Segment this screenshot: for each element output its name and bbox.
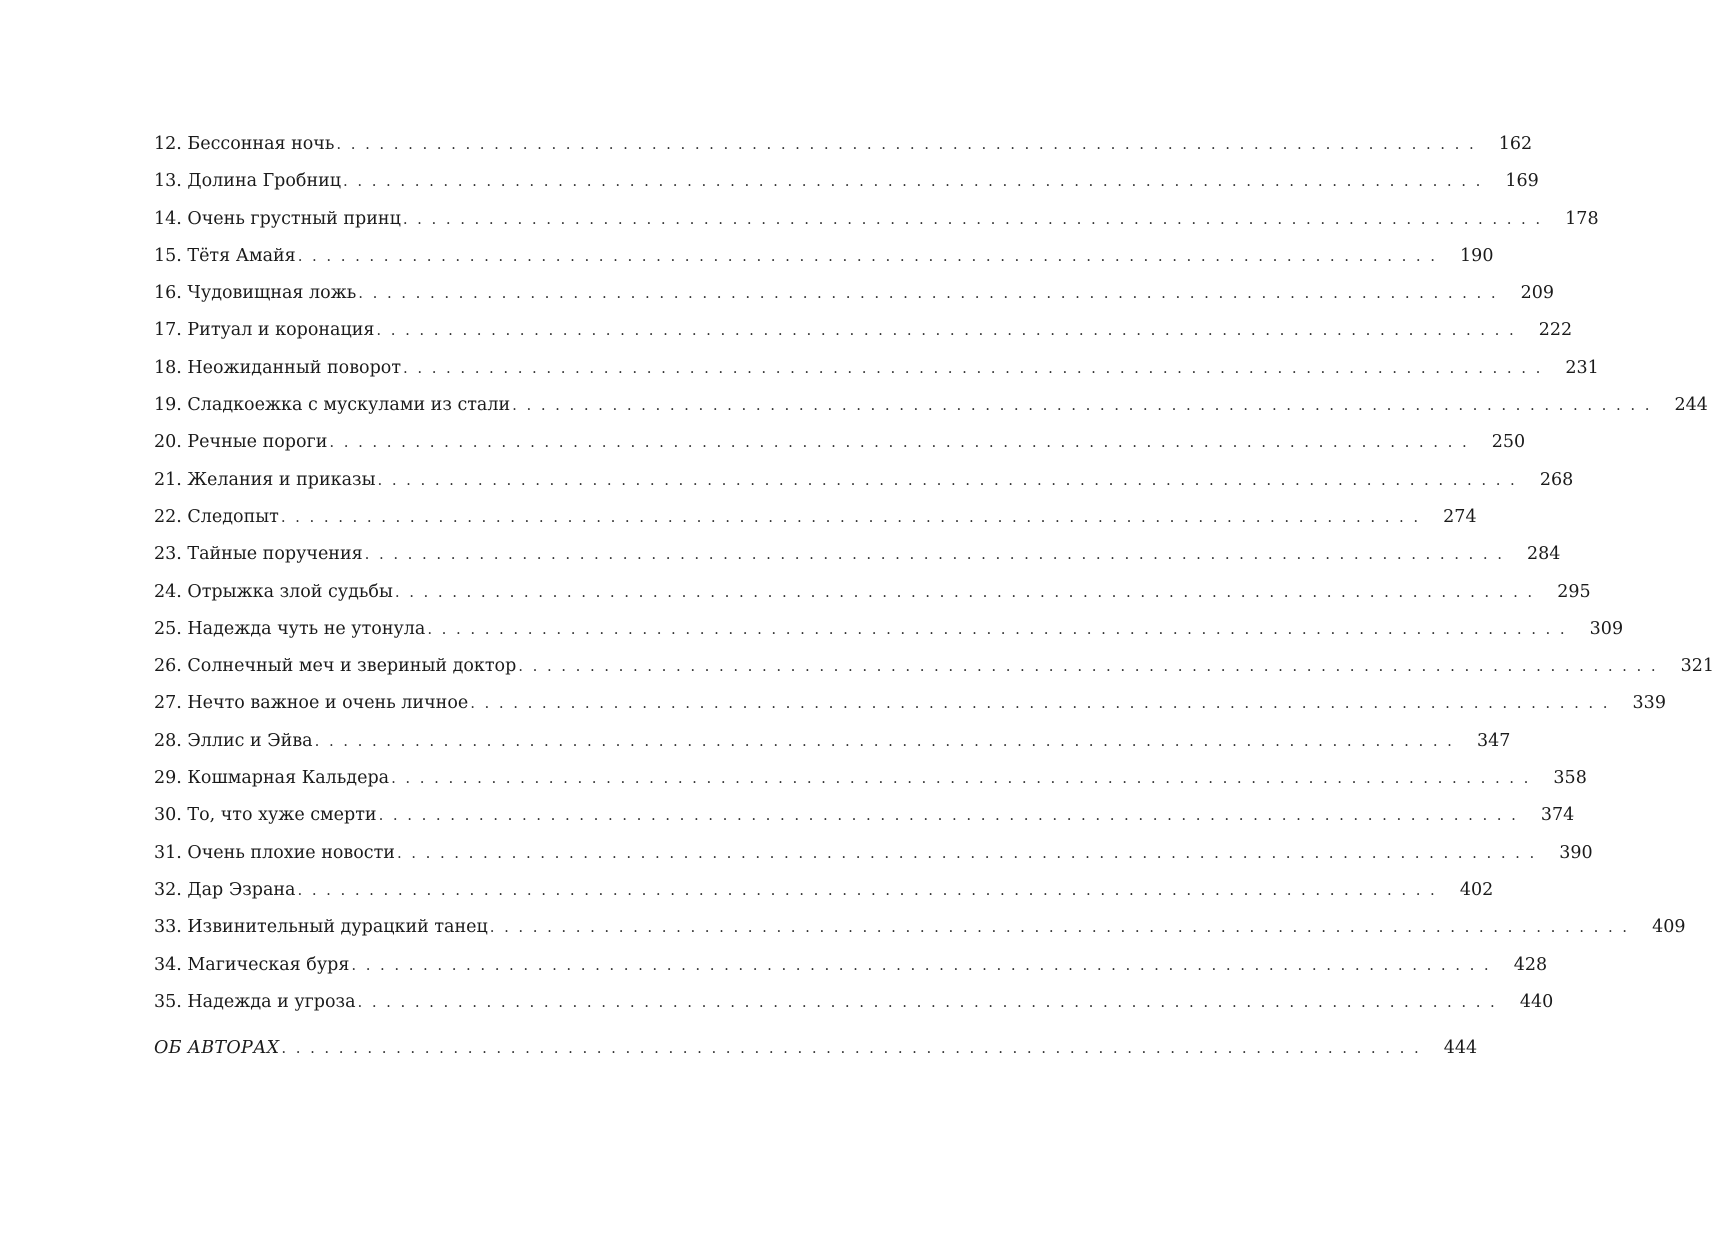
dot-leader: . . . . . . . . . . . . . . . . . . . . . . . . . . . . . . . . . . . . . . . . . . . . . . . . . . . . . . . . . . . . . . . . . . . . . . . . . . . . . . . . <box>427 619 1568 638</box>
dot-leader: . . . . . . . . . . . . . . . . . . . . . . . . . . . . . . . . . . . . . . . . . . . . . . . . . . . . . . . . . . . . . . . . . . . . . . . . . . . . . . . . <box>280 507 1421 526</box>
toc-entry-title: 23. Тайные поручения <box>154 544 363 565</box>
dot-leader: . . . . . . . . . . . . . . . . . . . . . . . . . . . . . . . . . . . . . . . . . . . . . . . . . . . . . . . . . . . . . . . . . . . . . . . . . . . . . . . . <box>357 992 1498 1011</box>
dot-leader: . . . . . . . . . . . . . . . . . . . . . . . . . . . . . . . . . . . . . . . . . . . . . . . . . . . . . . . . . . . . . . . . . . . . . . . . . . . . . . . . <box>470 694 1610 713</box>
dot-leader: . . . . . . . . . . . . . . . . . . . . . . . . . . . . . . . . . . . . . . . . . . . . . . . . . . . . . . . . . . . . . . . . . . . . . . . . . . . . . . . . <box>512 396 1652 415</box>
dot-leader: . . . . . . . . . . . . . . . . . . . . . . . . . . . . . . . . . . . . . . . . . . . . . . . . . . . . . . . . . . . . . . . . . . . . . . . . . . . . . . . . <box>329 433 1470 452</box>
toc-entry-title: 33. Извинительный дурацкий танец <box>154 917 488 938</box>
toc-entry <box>154 126 1533 163</box>
toc-entry-page-number: 162 <box>1498 134 1533 154</box>
toc-entry-page-number: 274 <box>1443 506 1477 527</box>
toc-entry-title: 22. Следопыт <box>154 506 279 527</box>
toc-entry <box>154 574 1591 611</box>
toc-entry-title: 27. Нечто важное и очень личное <box>154 693 469 714</box>
dot-leader: . . . . . . . . . . . . . . . . . . . . . . . . . . . . . . . . . . . . . . . . . . . . . . . . . . . . . . . . . . . . . . . . . . . . . . . . . . . . . . . . <box>489 918 1630 937</box>
dot-leader: . . . . . . . . . . . . . . . . . . . . . . . . . . . . . . . . . . . . . . . . . . . . . . . . . . . . . . . . . . . . . . . . . . . . . . . . . . . . . . . . <box>297 880 1438 899</box>
dot-leader: . . . . . . . . . . . . . . . . . . . . . . . . . . . . . . . . . . . . . . . . . . . . . . . . . . . . . . . . . . . . . . . . . . . . . . . . . . . . . . . . <box>297 246 1438 265</box>
toc-entry-page-number: 374 <box>1540 805 1575 826</box>
toc-entry-page-number: 190 <box>1460 245 1494 266</box>
dot-leader: . . . . . . . . . . . . . . . . . . . . . . . . . . . . . . . . . . . . . . . . . . . . . . . . . . . . . . . . . . . . . . . . . . . . . . . . . . . . . . . . <box>314 731 1455 750</box>
toc-entry-title: 20. Речные пороги <box>154 432 328 453</box>
toc-entry-page-number: 178 <box>1565 208 1599 229</box>
toc-entry-title: 30. То, что хуже смерти <box>154 805 377 826</box>
toc-entry <box>154 462 1574 499</box>
dot-leader: . . . . . . . . . . . . . . . . . . . . . . . . . . . . . . . . . . . . . . . . . . . . . . . . . . . . . . . . . . . . . . . . . . . . . . . . . . . . . . . . <box>402 209 1543 228</box>
toc-entry-page-number: 268 <box>1539 469 1574 490</box>
toc-entry-title: 16. Чудовищная ложь <box>154 283 357 304</box>
toc-entry <box>154 387 1708 424</box>
toc-entry-title: 14. Очень грустный принц <box>154 208 401 229</box>
toc-entry-page-number: 222 <box>1538 320 1573 341</box>
toc-entry-page-number: 250 <box>1491 432 1526 453</box>
toc-entry-title: 31. Очень плохие новости <box>154 842 395 863</box>
toc-entry-title: 29. Кошмарная Кальдера <box>154 768 390 789</box>
toc-entry-page-number: 409 <box>1652 917 1686 938</box>
toc-entry <box>154 238 1494 275</box>
dot-leader: . . . . . . . . . . . . . . . . . . . . . . . . . . . . . . . . . . . . . . . . . . . . . . . . . . . . . . . . . . . . . . . . . . . . . . . . . . . . . . . . <box>376 321 1517 340</box>
toc-entry-title: 19. Сладкоежка с мускулами из стали <box>154 395 511 416</box>
toc-entry <box>154 350 1599 387</box>
toc-entry-page-number: 347 <box>1476 730 1511 751</box>
toc-entry-title: 34. Магическая буря <box>154 954 350 975</box>
toc-entry-title: 32. Дар Эзрана <box>154 879 296 900</box>
toc-entry <box>154 611 1624 648</box>
toc-entry-title: 28. Эллис и Эйва <box>154 730 313 751</box>
toc-entry <box>154 312 1573 349</box>
dot-leader: . . . . . . . . . . . . . . . . . . . . . . . . . . . . . . . . . . . . . . . . . . . . . . . . . . . . . . . . . . . . . . . . . . . . . . . . . . . . . . . . <box>403 358 1543 377</box>
toc-entry-page-number: 231 <box>1565 357 1599 378</box>
toc-entry-title: 21. Желания и приказы <box>154 469 376 490</box>
toc-entry <box>154 760 1587 797</box>
toc-entry-page-number: 321 <box>1680 656 1714 677</box>
toc-entry-page-number: 309 <box>1589 618 1624 639</box>
dot-leader: . . . . . . . . . . . . . . . . . . . . . . . . . . . . . . . . . . . . . . . . . . . . . . . . . . . . . . . . . . . . . . . . . . . . . . . . . . . . . . . . <box>396 843 1537 862</box>
toc-entry-title: 24. Отрыжка злой судьбы <box>154 581 393 602</box>
toc-entry <box>154 275 1555 312</box>
dot-leader: . . . . . . . . . . . . . . . . . . . . . . . . . . . . . . . . . . . . . . . . . . . . . . . . . . . . . . . . . . . . . . . . . . . . . . . . . . . . . . . . <box>391 769 1531 788</box>
toc-entry-title: 12. Бессонная ночь <box>154 134 335 154</box>
toc-entry-title: 35. Надежда и угроза <box>154 991 356 1012</box>
toc-entry <box>154 835 1593 872</box>
toc-entry-page-number: 295 <box>1557 581 1591 602</box>
toc-entry <box>154 499 1477 536</box>
dot-leader: . . . . . . . . . . . . . . . . . . . . . . . . . . . . . . . . . . . . . . . . . . . . . . . . . . . . . . . . . . . . . . . . . . . . . . . . . . . . . . . . <box>281 1039 1422 1058</box>
dot-leader: . . . . . . . . . . . . . . . . . . . . . . . . . . . . . . . . . . . . . . . . . . . . . . . . . . . . . . . . . . . . . . . . . . . . . . . . . . . . . . . . <box>343 172 1483 191</box>
toc-entry <box>154 797 1575 834</box>
toc-entry-title: ОБ АВТОРАХ <box>154 1038 280 1059</box>
toc-entry-about-authors <box>154 1030 1478 1067</box>
toc-entry-title: 17. Ритуал и коронация <box>154 320 375 341</box>
dot-leader: . . . . . . . . . . . . . . . . . . . . . . . . . . . . . . . . . . . . . . . . . . . . . . . . . . . . . . . . . . . . . . . . . . . . . . . . . . . . . . . . <box>394 582 1535 601</box>
toc-entry-page-number: 209 <box>1520 283 1555 304</box>
toc-entry-title: 18. Неожиданный поворот <box>154 357 402 378</box>
toc-entry-page-number: 358 <box>1553 768 1587 789</box>
toc-entry <box>154 648 1714 685</box>
table-of-contents <box>154 126 1714 1067</box>
toc-entry-title: 15. Тётя Амайя <box>154 245 296 266</box>
dot-leader: . . . . . . . . . . . . . . . . . . . . . . . . . . . . . . . . . . . . . . . . . . . . . . . . . . . . . . . . . . . . . . . . . . . . . . . . . . . . . . . . <box>336 135 1477 153</box>
toc-entry-page-number: 339 <box>1632 693 1666 714</box>
dot-leader: . . . . . . . . . . . . . . . . . . . . . . . . . . . . . . . . . . . . . . . . . . . . . . . . . . . . . . . . . . . . . . . . . . . . . . . . . . . . . . . . <box>364 545 1505 564</box>
toc-entry <box>154 201 1599 238</box>
toc-entry <box>154 163 1539 200</box>
toc-entry <box>154 536 1561 573</box>
toc-entry <box>154 723 1511 760</box>
toc-entry-page-number: 402 <box>1459 879 1494 900</box>
dot-leader: . . . . . . . . . . . . . . . . . . . . . . . . . . . . . . . . . . . . . . . . . . . . . . . . . . . . . . . . . . . . . . . . . . . . . . . . . . . . . . . . <box>518 657 1659 676</box>
toc-entry-page-number: 284 <box>1527 544 1561 565</box>
toc-entry <box>154 872 1494 909</box>
toc-entry-page-number: 428 <box>1513 954 1548 975</box>
toc-entry-title: 26. Солнечный меч и звериный доктор <box>154 656 517 677</box>
toc-entry-title: 25. Надежда чуть не утонула <box>154 618 426 639</box>
toc-entry-page-number: 440 <box>1519 991 1554 1012</box>
toc-entry-page-number: 444 <box>1443 1038 1478 1059</box>
toc-entry <box>154 909 1686 946</box>
toc-entry <box>154 685 1666 722</box>
toc-entry <box>154 424 1526 461</box>
toc-entry <box>154 984 1554 1021</box>
toc-entry <box>154 947 1548 984</box>
dot-leader: . . . . . . . . . . . . . . . . . . . . . . . . . . . . . . . . . . . . . . . . . . . . . . . . . . . . . . . . . . . . . . . . . . . . . . . . . . . . . . . . <box>358 284 1499 303</box>
toc-entry-page-number: 169 <box>1505 171 1539 192</box>
toc-entry-title: 13. Долина Гробниц <box>154 171 342 192</box>
dot-leader: . . . . . . . . . . . . . . . . . . . . . . . . . . . . . . . . . . . . . . . . . . . . . . . . . . . . . . . . . . . . . . . . . . . . . . . . . . . . . . . . <box>351 955 1492 974</box>
dot-leader: . . . . . . . . . . . . . . . . . . . . . . . . . . . . . . . . . . . . . . . . . . . . . . . . . . . . . . . . . . . . . . . . . . . . . . . . . . . . . . . . <box>378 806 1519 825</box>
toc-entry-page-number: 390 <box>1559 842 1593 863</box>
toc-entry-page-number: 244 <box>1674 395 1708 416</box>
dot-leader: . . . . . . . . . . . . . . . . . . . . . . . . . . . . . . . . . . . . . . . . . . . . . . . . . . . . . . . . . . . . . . . . . . . . . . . . . . . . . . . . <box>377 470 1518 489</box>
